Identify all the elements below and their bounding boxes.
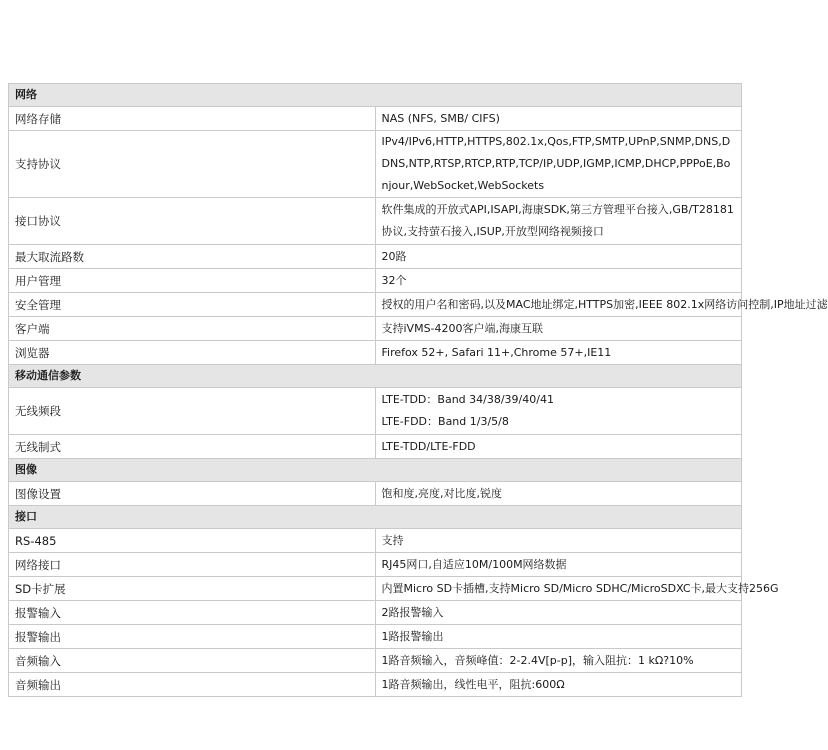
spec-label: 音频输出: [9, 673, 376, 697]
section-header-network: [9, 84, 742, 107]
spec-value: 支持iVMS-4200客户端,海康互联: [375, 317, 742, 341]
spec-value: 软件集成的开放式API,ISAPI,海康SDK,第三方管理平台接入,GB/T28181协议,支持萤石接入,ISUP,开放型网络视频接口: [375, 198, 742, 245]
spec-label: 报警输入: [9, 601, 376, 625]
spec-value: RJ45网口,自适应10M/100M网络数据: [375, 553, 742, 577]
spec-row-security: [9, 293, 742, 317]
spec-row-network-interface: [9, 553, 742, 577]
spec-label: 图像设置: [9, 482, 376, 506]
spec-value: [375, 388, 742, 435]
spec-value: 1路音频输入，音频峰值：2-2.4V[p-p]，输入阻抗：1 kΩ?10%: [375, 649, 742, 673]
spec-value: 32个: [375, 269, 742, 293]
section-header-image: [9, 459, 742, 482]
spec-value: 20路: [375, 245, 742, 269]
spec-row-audio-input: [9, 649, 742, 673]
spec-value: 2路报警输入: [375, 601, 742, 625]
spec-label: 无线频段: [9, 388, 376, 435]
spec-row-browser: [9, 341, 742, 365]
spec-row-audio-output: [9, 673, 742, 697]
spec-row-user-management: [9, 269, 742, 293]
spec-label: 网络存储: [9, 107, 376, 131]
spec-label: 支持协议: [9, 131, 376, 198]
spec-row-rs485: [9, 529, 742, 553]
spec-row-alarm-output: [9, 625, 742, 649]
spec-value: LTE-TDD/LTE-FDD: [375, 435, 742, 459]
spec-label: 浏览器: [9, 341, 376, 365]
spec-label: 网络接口: [9, 553, 376, 577]
spec-row-alarm-input: [9, 601, 742, 625]
section-title: 移动通信参数: [9, 365, 742, 388]
spec-row-wireless-standard: [9, 435, 742, 459]
section-title: 接口: [9, 506, 742, 529]
spec-label: 最大取流路数: [9, 245, 376, 269]
spec-row-max-streams: [9, 245, 742, 269]
spec-value: 授权的用户名和密码,以及MAC地址绑定,HTTPS加密,IEEE 802.1x网络访问控制,IP地址过滤: [375, 293, 742, 317]
spec-label: 客户端: [9, 317, 376, 341]
spec-label: 报警输出: [9, 625, 376, 649]
spec-label: 用户管理: [9, 269, 376, 293]
spec-label: 音频输入: [9, 649, 376, 673]
spec-label: 无线制式: [9, 435, 376, 459]
spec-value: 饱和度,亮度,对比度,锐度: [375, 482, 742, 506]
spec-row-network-storage: [9, 107, 742, 131]
spec-label: SD卡扩展: [9, 577, 376, 601]
spec-label: 接口协议: [9, 198, 376, 245]
section-header-mobile: [9, 365, 742, 388]
spec-row-interface-protocols: [9, 198, 742, 245]
spec-value: IPv4/IPv6,HTTP,HTTPS,802.1x,Qos,FTP,SMTP,UPnP,SNMP,DNS,DDNS,NTP,RTSP,RTCP,RTP,TCP/IP,UDP,IGMP,ICMP,DHCP,PPPoE,Bonjour,WebSocket,WebSockets: [375, 131, 742, 198]
spec-row-wireless-bands: [9, 388, 742, 435]
spec-value: Firefox 52+, Safari 11+,Chrome 57+,IE11: [375, 341, 742, 365]
spec-value: 1路音频输出，线性电平，阻抗:600Ω: [375, 673, 742, 697]
spec-row-protocols: [9, 131, 742, 198]
spec-value-line: LTE-TDD：Band 34/38/39/40/41: [381, 393, 554, 406]
spec-value: 内置Micro SD卡插槽,支持Micro SD/Micro SDHC/MicroSDXC卡,最大支持256G: [375, 577, 742, 601]
section-title: 网络: [9, 84, 742, 107]
spec-row-sd-card: [9, 577, 742, 601]
spec-value: 1路报警输出: [375, 625, 742, 649]
spec-label: RS-485: [9, 529, 376, 553]
section-header-interface: [9, 506, 742, 529]
spec-table: [8, 83, 828, 697]
spec-value: NAS (NFS, SMB/ CIFS): [375, 107, 742, 131]
section-title: 图像: [9, 459, 742, 482]
spec-value: 支持: [375, 529, 742, 553]
spec-row-client: [9, 317, 742, 341]
spec-label: 安全管理: [9, 293, 376, 317]
spec-value-line: LTE-FDD：Band 1/3/5/8: [381, 415, 509, 428]
spec-row-image-settings: [9, 482, 742, 506]
